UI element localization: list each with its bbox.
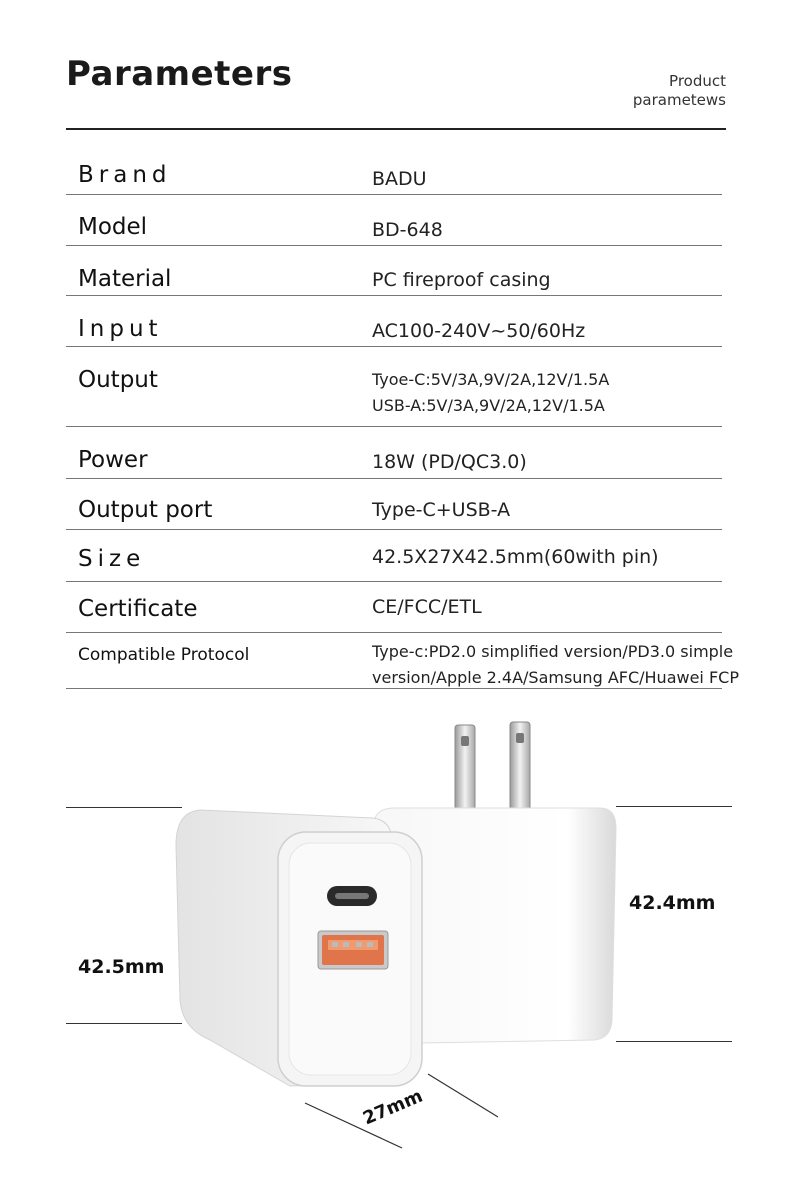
- page-subtitle: [586, 72, 726, 110]
- spec-label: Certificate: [78, 596, 198, 622]
- dimension-depth: 27mm: [360, 1085, 426, 1130]
- spec-label: Input: [78, 316, 163, 342]
- spec-label: Size: [78, 546, 146, 572]
- spec-row-output-port: [66, 479, 722, 530]
- subtitle-line-2: parametews: [632, 91, 726, 109]
- spec-label: Output: [78, 367, 158, 393]
- page-title: Parameters: [66, 54, 293, 94]
- spec-value: [372, 367, 609, 419]
- height-right-bottom-line: [616, 1041, 732, 1042]
- spec-label: Material: [78, 266, 172, 292]
- spec-value: CE/FCC/ETL: [372, 596, 482, 618]
- spec-row-size: [66, 530, 722, 582]
- spec-row-input: [66, 296, 722, 347]
- charger-illustration: [0, 700, 790, 1200]
- spec-value: 18W (PD/QC3.0): [372, 451, 527, 473]
- pin-right: [510, 722, 530, 813]
- height-right-top-line: [616, 806, 732, 807]
- spec-value-line-1: Type-c:PD2.0 simplified version/PD3.0 simple: [372, 642, 734, 661]
- spec-row-brand: [66, 152, 722, 195]
- pin-left: [455, 725, 475, 813]
- dimension-height-left: 42.5mm: [78, 956, 165, 978]
- usb-a-port: [318, 931, 388, 969]
- spec-value: Type-C+USB-A: [372, 499, 511, 521]
- spec-row-material: [66, 246, 722, 296]
- spec-value: BD-648: [372, 219, 443, 241]
- spec-row-certificate: [66, 582, 722, 633]
- spec-row-model: [66, 195, 722, 246]
- spec-row-output: [66, 347, 722, 427]
- header-divider: [66, 128, 726, 130]
- height-left-top-line: [66, 807, 182, 808]
- spec-label: Model: [78, 214, 148, 240]
- spec-label: Power: [78, 447, 148, 473]
- spec-label: Output port: [78, 497, 213, 523]
- spec-label: Brand: [78, 162, 172, 188]
- subtitle-line-1: Product: [669, 72, 726, 90]
- spec-row-compatible-protocol: [66, 633, 739, 689]
- spec-value: [372, 639, 739, 691]
- dimension-height-right: 42.4mm: [629, 892, 716, 914]
- spec-value-line-1: Tyoe-C:5V/3A,9V/2A,12V/1.5A: [372, 370, 610, 389]
- spec-value: PC fireproof casing: [372, 269, 551, 291]
- spec-label: Compatible Protocol: [78, 645, 250, 665]
- spec-value: AC100-240V~50/60Hz: [372, 320, 586, 342]
- usb-c-port: [327, 886, 377, 906]
- spec-row-power: [66, 427, 722, 479]
- spec-value-line-2: version/Apple 2.4A/Samsung AFC/Huawei FCP: [372, 668, 739, 687]
- spec-value-line-2: USB-A:5V/3A,9V/2A,12V/1.5A: [372, 396, 605, 415]
- spec-value: BADU: [372, 168, 427, 190]
- spec-value: 42.5X27X42.5mm(60with pin): [372, 546, 659, 568]
- height-left-bottom-line: [66, 1023, 182, 1024]
- depth-line-right: [428, 1074, 498, 1117]
